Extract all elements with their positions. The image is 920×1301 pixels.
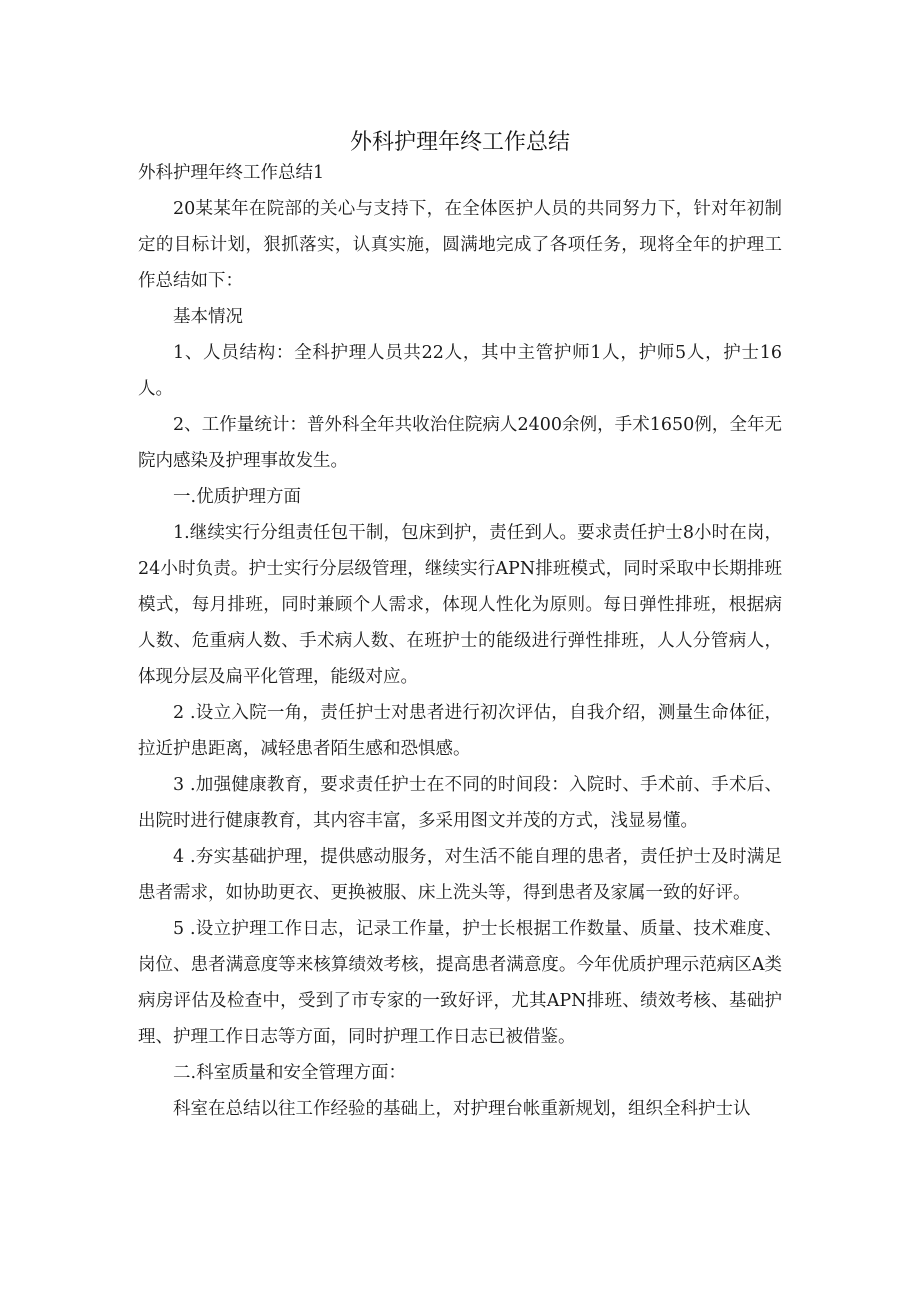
body-paragraph: 2 .设立入院一角，责任护士对患者进行初次评估，自我介绍，测量生命体征，拉近护患距离，减轻患者陌生感和恐惧感。: [138, 703, 782, 759]
body-paragraph: 3 .加强健康教育，要求责任护士在不同的时间段：入院时、手术前、手术后、出院时进行健康教育，其内容丰富，多采用图文并茂的方式，浅显易懂。: [138, 775, 782, 831]
subsection-heading: 基本情况: [173, 307, 243, 327]
document-title: 外科护理年终工作总结: [349, 129, 570, 155]
body-paragraph: 1.继续实行分组责任包干制，包床到护，责任到人。要求责任护士8小时在岗，24小时负责。护士实行分层级管理，继续实行APN排班模式，同时采取中长期排班模式，每月排班，同时兼顾个人需求，体现人性化为原则。每日弹性排班，根据病人数、危重病人数、手术病人数、在班护士的能级进行弹性排班，人人分管病人，体现分层及扁平化管理，能级对应。: [138, 523, 782, 687]
body-paragraph: 4 .夯实基础护理，提供感动服务，对生活不能自理的患者，责任护士及时满足患者需求，如协助更衣、更换被服、床上洗头等，得到患者及家属一致的好评。: [138, 847, 782, 903]
body-paragraph: 1、人员结构：全科护理人员共22人，其中主管护师1人，护师5人，护士16人。: [138, 343, 782, 399]
body-paragraph: 5 .设立护理工作日志，记录工作量，护士长根据工作数量、质量、技术难度、岗位、患者满意度等来核算绩效考核，提高患者满意度。今年优质护理示范病区A类病房评估及检查中，受到了市专家的一致好评，尤其APN排班、绩效考核、基础护理、护理工作日志等方面，同时护理工作日志已被借鉴。: [138, 919, 782, 1047]
subsection-heading: 二.科室质量和安全管理方面：: [173, 1063, 407, 1083]
body-paragraph: 20某某年在院部的关心与支持下，在全体医护人员的共同努力下，针对年初制定的目标计划，狠抓落实，认真实施，圆满地完成了各项任务，现将全年的护理工作总结如下：: [138, 199, 782, 291]
document-body: [138, 155, 782, 1127]
body-paragraph: 2、工作量统计：普外科全年共收治住院病人2400余例，手术1650例，全年无院内感染及护理事故发生。: [138, 415, 782, 471]
body-paragraph: 科室在总结以往工作经验的基础上，对护理台帐重新规划，组织全科护士认: [173, 1099, 751, 1119]
section-heading: 外科护理年终工作总结1: [138, 163, 325, 183]
subsection-heading: 一.优质护理方面: [173, 487, 302, 507]
